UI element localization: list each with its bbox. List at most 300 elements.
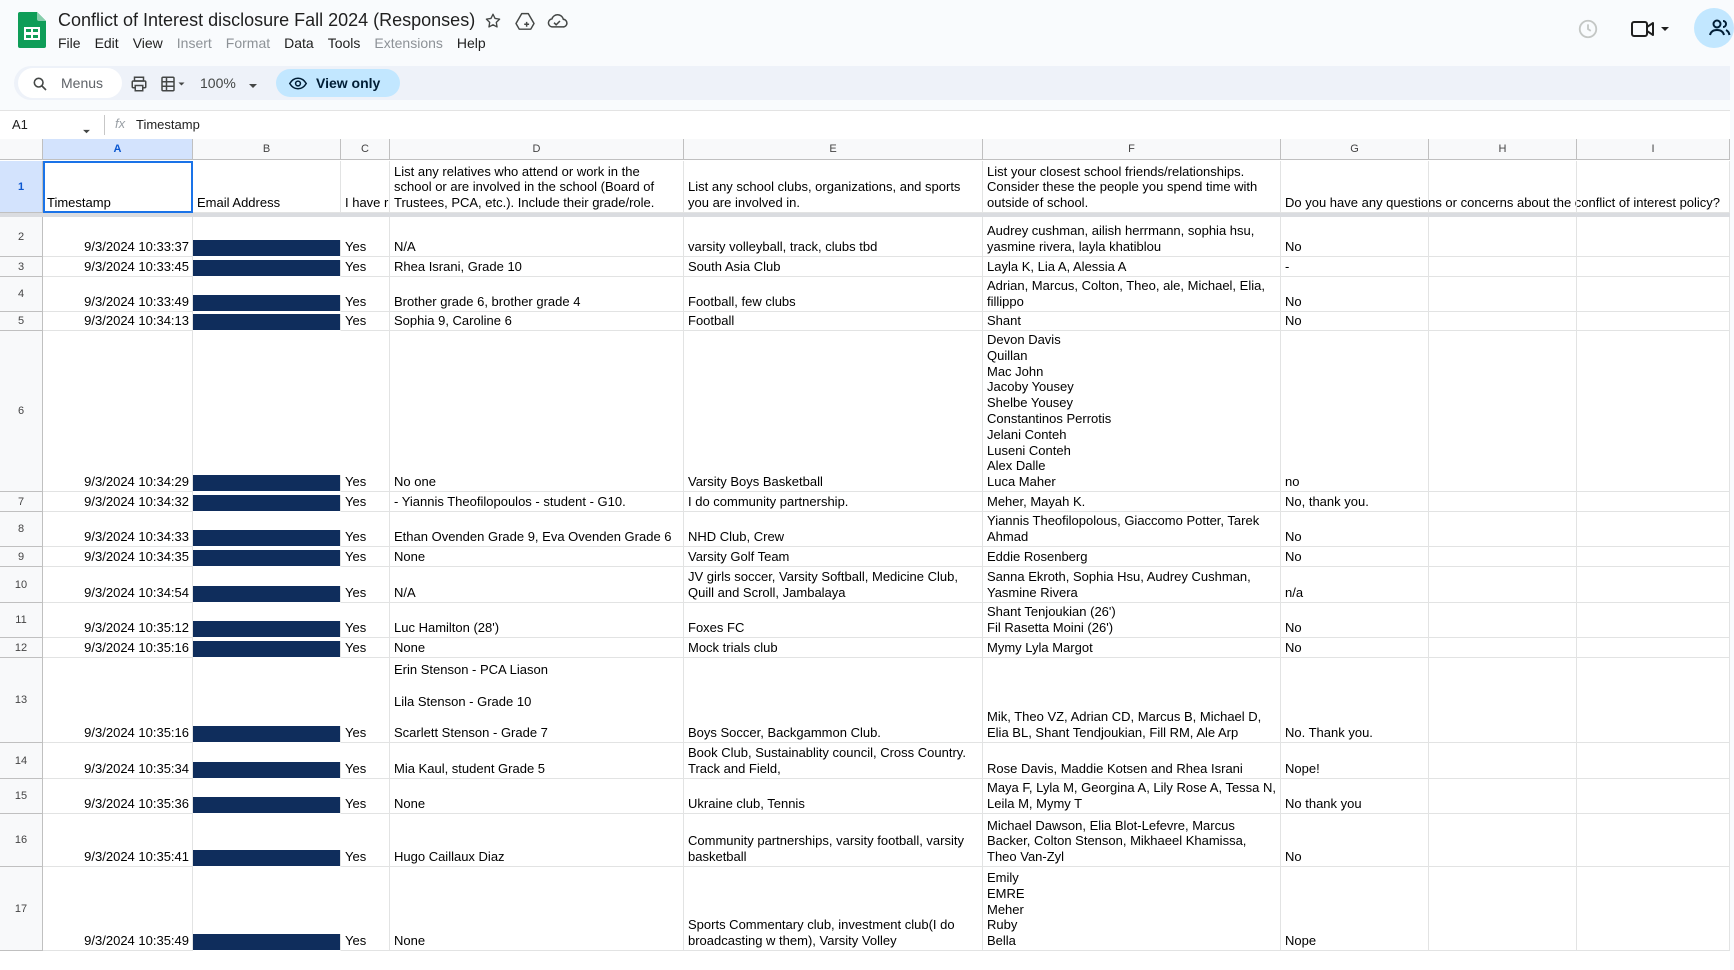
cell-text: No, thank you. [1285, 494, 1369, 510]
table-cell[interactable] [341, 743, 390, 779]
table-cell[interactable] [983, 603, 1281, 638]
menu-extensions[interactable]: Extensions [374, 35, 443, 51]
table-cell[interactable] [341, 331, 390, 492]
cell-text: Yes [345, 620, 367, 636]
table-cell[interactable] [983, 567, 1281, 603]
table-cell[interactable] [1577, 217, 1730, 257]
table-cell[interactable] [193, 934, 341, 951]
cell-text: South Asia Club [688, 259, 781, 275]
table-cell[interactable] [1577, 567, 1730, 603]
table-cell[interactable] [341, 547, 390, 567]
table-cell[interactable] [1281, 217, 1429, 257]
table-cell[interactable] [193, 641, 341, 658]
table-cell[interactable] [983, 312, 1281, 331]
meet-video-icon[interactable] [1630, 18, 1670, 45]
table-cell[interactable] [1281, 814, 1429, 867]
table-cell[interactable] [390, 867, 684, 951]
cell-text: Emily EMRE Meher Ruby Bella [987, 870, 1025, 949]
cell-text: List any school clubs, organizations, and sports you are involved in. [688, 179, 961, 211]
cell-text: No [1285, 239, 1302, 255]
view-only-label: View only [316, 75, 381, 91]
header-cell-h[interactable] [1429, 161, 1577, 213]
table-cell[interactable] [684, 567, 983, 603]
table-cell[interactable] [341, 217, 390, 257]
cloud-status-icon[interactable] [546, 12, 566, 32]
cell-text: Rose Davis, Maddie Kotsen and Rhea Israni [987, 761, 1243, 777]
cell-text: Erin Stenson - PCA Liason Lila Stenson - Grade 10 Scarlett Stenson - Grade 7 [394, 662, 548, 741]
table-cell[interactable] [684, 779, 983, 814]
table-cell[interactable] [341, 512, 390, 547]
table-cell[interactable] [983, 512, 1281, 547]
column-header-h[interactable]: H [1429, 139, 1577, 160]
menu-insert[interactable]: Insert [176, 35, 212, 51]
table-cell[interactable] [43, 217, 193, 257]
row-header-4[interactable]: 4 [0, 277, 43, 312]
table-cell[interactable] [1429, 331, 1577, 492]
table-cell[interactable] [43, 331, 193, 492]
cell-text: Community partnerships, varsity football, varsity basketball [688, 833, 964, 865]
table-cell[interactable] [1281, 277, 1429, 312]
cell-text: No [1285, 549, 1302, 565]
cell-text: varsity volleyball, track, clubs tbd [688, 239, 878, 255]
row-header-11[interactable]: 11 [0, 603, 43, 638]
table-cell[interactable] [43, 867, 193, 951]
move-to-drive-icon[interactable] [515, 12, 535, 32]
table-cell[interactable] [390, 638, 684, 658]
table-cell[interactable] [43, 567, 193, 603]
cell-text: Email Address [197, 195, 281, 211]
document-title[interactable]: Conflict of Interest disclosure Fall 2024 (Responses) [58, 10, 476, 30]
row-header-9[interactable]: 9 [0, 547, 43, 567]
table-cell[interactable] [1281, 547, 1429, 567]
table-cell[interactable] [193, 240, 341, 257]
column-header-c[interactable]: C [341, 139, 390, 160]
cell-text: Maya F, Lyla M, Georgina A, Lily Rose A, Tessa N, Leila M, Mymy T [987, 780, 1277, 812]
cell-text: Sophia 9, Caroline 6 [394, 313, 512, 329]
table-cell[interactable] [1429, 512, 1577, 547]
cell-text: No one [394, 474, 436, 490]
table-cell[interactable] [193, 260, 341, 277]
table-cell[interactable] [390, 658, 684, 743]
table-cell[interactable] [684, 638, 983, 658]
menu-tools[interactable]: Tools [327, 35, 361, 51]
row-header-3[interactable]: 3 [0, 257, 43, 277]
table-cell[interactable] [1429, 277, 1577, 312]
cell-text: Yes [345, 259, 367, 275]
cell-text: Football, few clubs [688, 294, 796, 310]
table-cell[interactable] [193, 586, 341, 603]
toolbar [14, 66, 1730, 100]
table-cell[interactable] [684, 492, 983, 512]
table-cell[interactable] [684, 743, 983, 779]
column-header-b[interactable]: B [193, 139, 341, 160]
cell-text: Shant Tenjoukian (26') Fil Rasetta Moini (26') [987, 604, 1116, 636]
star-icon[interactable] [484, 12, 504, 32]
cell-text: Yes [345, 474, 367, 490]
table-cell[interactable] [983, 638, 1281, 658]
table-cell[interactable] [43, 277, 193, 312]
table-cell[interactable] [341, 814, 390, 867]
table-cell[interactable] [983, 814, 1281, 867]
table-cell[interactable] [390, 779, 684, 814]
menu-format[interactable]: Format [225, 35, 271, 51]
table-cell[interactable] [1577, 658, 1730, 743]
table-cell[interactable] [1281, 257, 1429, 277]
table-cell[interactable] [1281, 779, 1429, 814]
header-cell-f[interactable] [983, 161, 1281, 213]
chevron-down-icon[interactable] [248, 78, 258, 96]
cell-text: Yes [345, 640, 367, 656]
table-cell[interactable] [341, 867, 390, 951]
cell-text: N/A [394, 585, 416, 601]
table-cell[interactable] [1577, 492, 1730, 512]
table-cell[interactable] [390, 512, 684, 547]
table-cell[interactable] [1429, 567, 1577, 603]
table-cell[interactable] [193, 295, 341, 312]
menu-file[interactable]: File [58, 35, 81, 51]
table-cell[interactable] [1281, 331, 1429, 492]
chevron-down-icon[interactable] [82, 122, 91, 140]
select-all-corner[interactable] [0, 139, 43, 160]
table-cell[interactable] [1281, 492, 1429, 512]
print-icon[interactable] [130, 75, 148, 98]
table-cell[interactable] [684, 867, 983, 951]
menu-bar [58, 35, 500, 51]
cell-text: List your closest school friends/relationships. Consider these the people you spend time with outside of school. [987, 163, 1258, 211]
table-cell[interactable] [1577, 312, 1730, 331]
cell-text: None [394, 549, 426, 565]
cell-text: Football [688, 313, 735, 329]
paint-format-icon[interactable] [158, 75, 190, 98]
column-header-g[interactable]: G [1281, 139, 1429, 160]
cell-text: Sports Commentary club, investment club(I do broadcasting w them), Varsity Volley [688, 917, 955, 949]
header-cell-e[interactable] [684, 161, 983, 213]
table-cell[interactable] [341, 603, 390, 638]
cell-text: Yes [345, 585, 367, 601]
cell-text: Yiannis Theofilopolous, Giaccomo Potter, Tarek Ahmad [987, 513, 1260, 545]
app-header [0, 0, 1730, 58]
table-cell[interactable] [1429, 638, 1577, 658]
header-cell-i[interactable] [1577, 161, 1730, 213]
table-cell[interactable] [684, 547, 983, 567]
table-cell[interactable] [341, 658, 390, 743]
table-cell[interactable] [193, 314, 341, 331]
table-cell[interactable] [1281, 743, 1429, 779]
table-cell[interactable] [1429, 779, 1577, 814]
table-cell[interactable] [1577, 743, 1730, 779]
table-cell[interactable] [341, 779, 390, 814]
cell-text: Mia Kaul, student Grade 5 [394, 761, 546, 777]
cell-text: Yes [345, 849, 367, 865]
row-header-1[interactable]: 1 [0, 161, 43, 213]
cell-text: Yes [345, 761, 367, 777]
cell-text: Rhea Israni, Grade 10 [394, 259, 522, 275]
table-cell[interactable] [390, 277, 684, 312]
row-header-7[interactable]: 7 [0, 492, 43, 512]
table-cell[interactable] [1577, 547, 1730, 567]
table-cell[interactable] [390, 217, 684, 257]
cell-text: Luc Hamilton (28') [394, 620, 500, 636]
table-cell[interactable] [1577, 814, 1730, 867]
cell-text: List any relatives who attend or work in the school or are involved in the school (Board of Trustees, PCA, etc.). Include their grade/role. [394, 163, 655, 211]
table-cell[interactable] [43, 743, 193, 779]
sheets-logo-icon[interactable] [18, 12, 46, 48]
row-header-12[interactable]: 12 [0, 638, 43, 658]
cell-text: Sanna Ekroth, Sophia Hsu, Audrey Cushman, Yasmine Rivera [987, 569, 1251, 601]
cell-text: 9/3/2024 10:35:36 [84, 796, 189, 812]
cell-text: I do community partnership. [688, 494, 849, 510]
table-cell[interactable] [1429, 257, 1577, 277]
table-cell[interactable] [1281, 603, 1429, 638]
table-cell[interactable] [193, 550, 341, 567]
table-cell[interactable] [983, 277, 1281, 312]
table-cell[interactable] [1577, 257, 1730, 277]
table-cell[interactable] [684, 331, 983, 492]
table-cell[interactable] [390, 603, 684, 638]
cell-text: Mock trials club [688, 640, 778, 656]
frozen-row-divider[interactable] [0, 213, 1730, 217]
cell-text: Mymy Lyla Margot [987, 640, 1093, 656]
table-cell[interactable] [1577, 867, 1730, 951]
table-cell[interactable] [684, 814, 983, 867]
cell-text: No [1285, 529, 1302, 545]
table-cell[interactable] [1577, 277, 1730, 312]
table-cell[interactable] [341, 277, 390, 312]
table-cell[interactable] [43, 312, 193, 331]
table-cell[interactable] [983, 217, 1281, 257]
table-cell[interactable] [193, 797, 341, 814]
table-cell[interactable] [390, 743, 684, 779]
cell-text: No [1285, 849, 1302, 865]
cell-text: no [1285, 474, 1300, 490]
table-cell[interactable] [1429, 312, 1577, 331]
cell-text: 9/3/2024 10:34:33 [84, 529, 189, 545]
cell-text: Layla K, Lia A, Alessia A [987, 259, 1127, 275]
table-cell[interactable] [1281, 658, 1429, 743]
table-cell[interactable] [341, 492, 390, 512]
eye-icon [289, 77, 307, 90]
row-header-10[interactable]: 10 [0, 567, 43, 603]
row-header-6[interactable]: 6 [0, 331, 43, 492]
table-cell[interactable] [43, 603, 193, 638]
cell-text: - Yiannis Theofilopoulos - student - G10. [394, 494, 626, 510]
menu-help[interactable]: Help [456, 35, 486, 51]
history-icon[interactable] [1577, 18, 1599, 45]
cell-text: 9/3/2024 10:33:49 [84, 294, 189, 310]
cell-text: Yes [345, 529, 367, 545]
table-cell[interactable] [983, 867, 1281, 951]
cell-text: Varsity Golf Team [688, 549, 790, 565]
cell-text: Boys Soccer, Backgammon Club. [688, 725, 881, 741]
column-header-i[interactable]: I [1577, 139, 1730, 160]
table-cell[interactable] [43, 779, 193, 814]
cell-text: Yes [345, 313, 367, 329]
cell-text: Devon Davis Quillan Mac John Jacoby Yousey Shelbe Yousey Constantinos Perrotis Jelani Conteh Luseni Conteh Alex Dalle Luca Maher [987, 332, 1112, 490]
header-cell-g[interactable] [1281, 161, 1721, 213]
cell-text: Nope [1285, 933, 1317, 949]
table-cell[interactable] [390, 312, 684, 331]
table-cell[interactable] [983, 779, 1281, 814]
row-header-2[interactable]: 2 [0, 217, 43, 257]
table-cell[interactable] [684, 217, 983, 257]
menu-edit[interactable]: Edit [94, 35, 119, 51]
table-cell[interactable] [43, 814, 193, 867]
header-cell-a[interactable] [43, 161, 193, 213]
view-only-button[interactable] [276, 69, 400, 97]
search-menus-label: Menus [61, 75, 104, 91]
search-menus-button[interactable] [18, 68, 122, 98]
table-cell[interactable] [390, 814, 684, 867]
table-cell[interactable] [341, 312, 390, 331]
column-header-d[interactable]: D [390, 139, 684, 160]
table-cell[interactable] [193, 475, 341, 492]
cell-text: Meher, Mayah K. [987, 494, 1086, 510]
divider [104, 115, 105, 135]
table-cell[interactable] [193, 495, 341, 512]
formula-input[interactable]: Timestamp [136, 117, 200, 132]
cell-text: - [1285, 259, 1290, 275]
table-cell[interactable] [1429, 603, 1577, 638]
row-header-16[interactable]: 16 [0, 814, 43, 867]
cell-text: Shant [987, 313, 1021, 329]
table-cell[interactable] [1577, 512, 1730, 547]
cell-text: 9/3/2024 10:34:35 [84, 549, 189, 565]
cell-text: No [1285, 294, 1302, 310]
cell-text: Hugo Caillaux Diaz [394, 849, 505, 865]
cell-text: Ethan Ovenden Grade 9, Eva Ovenden Grade 6 [394, 529, 672, 545]
table-cell[interactable] [1429, 217, 1577, 257]
table-cell[interactable] [983, 743, 1281, 779]
cell-text: Yes [345, 239, 367, 255]
table-cell[interactable] [983, 257, 1281, 277]
table-cell[interactable] [341, 567, 390, 603]
table-cell[interactable] [1577, 331, 1730, 492]
cell-text: None [394, 640, 426, 656]
table-cell[interactable] [983, 492, 1281, 512]
header-cell-d[interactable] [390, 161, 684, 213]
column-header-f[interactable]: F [983, 139, 1281, 160]
cell-text: No [1285, 313, 1302, 329]
table-cell[interactable] [684, 603, 983, 638]
cell-text: Yes [345, 494, 367, 510]
table-cell[interactable] [390, 492, 684, 512]
row-header-17[interactable]: 17 [0, 867, 43, 951]
table-cell[interactable] [684, 312, 983, 331]
table-cell[interactable] [341, 638, 390, 658]
table-cell[interactable] [983, 331, 1281, 492]
cell-text: No [1285, 640, 1302, 656]
table-cell[interactable] [43, 512, 193, 547]
table-cell[interactable] [193, 762, 341, 779]
row-header-5[interactable]: 5 [0, 312, 43, 331]
table-cell[interactable] [43, 638, 193, 658]
table-cell[interactable] [193, 850, 341, 867]
table-cell[interactable] [193, 530, 341, 547]
table-cell[interactable] [684, 277, 983, 312]
spreadsheet-grid[interactable] [0, 139, 1730, 970]
row-header-15[interactable]: 15 [0, 779, 43, 814]
table-cell[interactable] [684, 512, 983, 547]
name-box[interactable]: A1 [12, 117, 28, 132]
cell-text: 9/3/2024 10:34:32 [84, 494, 189, 510]
share-people-icon[interactable] [1694, 8, 1734, 48]
cell-text: Michael Dawson, Elia Blot-Lefevre, Marcus Backer, Colton Stenson, Mikhaeel Khamissa, Theo Van-Zyl [987, 817, 1247, 865]
table-cell[interactable] [43, 658, 193, 743]
menu-data[interactable]: Data [284, 35, 314, 51]
table-cell[interactable] [390, 567, 684, 603]
cell-text: Mik, Theo VZ, Adrian CD, Marcus B, Michael D, Elia BL, Shant Tendjoukian, Fill RM, Ale Arp [987, 709, 1262, 741]
cell-text: Yes [345, 294, 367, 310]
table-cell[interactable] [983, 547, 1281, 567]
table-cell[interactable] [193, 621, 341, 638]
table-cell[interactable] [341, 257, 390, 277]
cell-text: 9/3/2024 10:35:16 [84, 725, 189, 741]
table-cell[interactable] [1429, 547, 1577, 567]
table-cell[interactable] [1281, 512, 1429, 547]
table-cell[interactable] [1429, 867, 1577, 951]
menu-view[interactable]: View [132, 35, 163, 51]
header-cell-b[interactable] [193, 161, 341, 213]
cell-text: No thank you [1285, 796, 1362, 812]
row-header-14[interactable]: 14 [0, 743, 43, 779]
cell-text: 9/3/2024 10:33:45 [84, 259, 189, 275]
column-header-e[interactable]: E [684, 139, 983, 160]
row-header-13[interactable]: 13 [0, 658, 43, 743]
column-header-a[interactable]: A [43, 139, 193, 160]
cell-text: 9/3/2024 10:35:49 [84, 933, 189, 949]
cell-text: Yes [345, 549, 367, 565]
table-cell[interactable] [43, 492, 193, 512]
cell-text: Book Club, Sustainablity council, Cross Country. Track and Field, [688, 745, 966, 777]
formula-bar [0, 110, 1730, 139]
table-cell[interactable] [390, 257, 684, 277]
table-cell[interactable] [1577, 779, 1730, 814]
table-cell[interactable] [193, 726, 341, 743]
cell-text: Brother grade 6, brother grade 4 [394, 294, 581, 310]
table-cell[interactable] [1429, 658, 1577, 743]
table-cell[interactable] [1281, 638, 1429, 658]
table-cell[interactable] [390, 547, 684, 567]
cell-text: Nope! [1285, 761, 1320, 777]
table-cell[interactable] [1429, 492, 1577, 512]
cell-text: Eddie Rosenberg [987, 549, 1088, 565]
table-cell[interactable] [983, 658, 1281, 743]
table-cell[interactable] [1281, 567, 1429, 603]
header-cell-c[interactable] [341, 161, 390, 213]
table-cell[interactable] [1429, 814, 1577, 867]
table-cell[interactable] [390, 331, 684, 492]
table-cell[interactable] [1429, 743, 1577, 779]
table-cell[interactable] [1577, 638, 1730, 658]
cell-text: Varsity Boys Basketball [688, 474, 823, 490]
cell-text: Audrey cushman, ailish herrmann, sophia hsu, yasmine rivera, layla khatiblou [987, 223, 1255, 255]
table-cell[interactable] [43, 547, 193, 567]
zoom-select[interactable]: 100% [200, 75, 236, 91]
table-cell[interactable] [684, 257, 983, 277]
table-cell[interactable] [1281, 867, 1429, 951]
cell-text: NHD Club, Crew [688, 529, 785, 545]
table-cell[interactable] [1281, 312, 1429, 331]
row-header-8[interactable]: 8 [0, 512, 43, 547]
table-cell[interactable] [1577, 603, 1730, 638]
cell-text: 9/3/2024 10:35:16 [84, 640, 189, 656]
cell-text: None [394, 933, 426, 949]
table-cell[interactable] [43, 257, 193, 277]
cell-text: Ukraine club, Tennis [688, 796, 805, 812]
cell-text: 9/3/2024 10:34:54 [84, 585, 189, 601]
cell-text: Yes [345, 933, 367, 949]
table-cell[interactable] [684, 658, 983, 743]
